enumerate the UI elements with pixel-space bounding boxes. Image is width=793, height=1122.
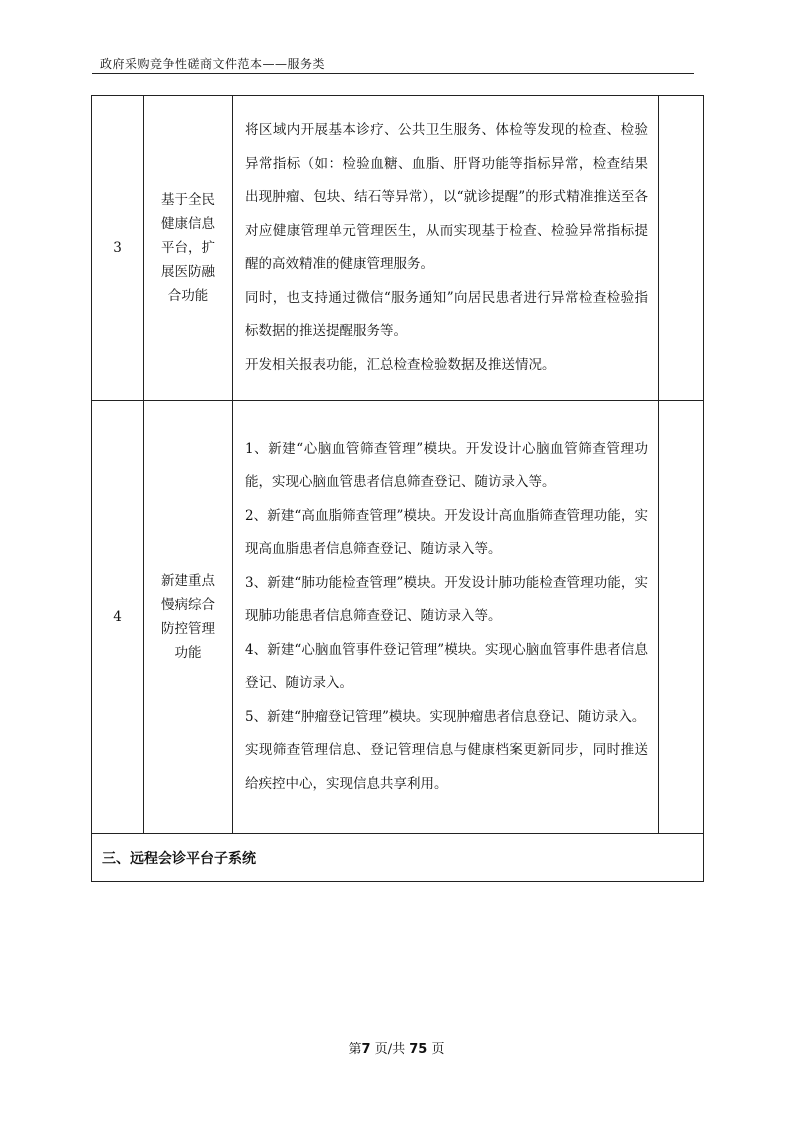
total-pages: 75 bbox=[409, 1042, 428, 1057]
footer-middle: 页/共 bbox=[370, 1042, 410, 1057]
feature-name-line: 基于全民 bbox=[161, 192, 215, 208]
empty-cell bbox=[659, 96, 704, 401]
description-paragraph: 将区域内开展基本诊疗、公共卫生服务、体检等发现的检查、检验异常指标（如：检验血糖、血脂、肝肾功能等指标异常，检查结果出现肿瘤、包块、结石等异常），以“就诊提醒”的形式精准推送至各对应健康管理单元管理医生，从而实现基于检查、检验异常指标提醒的高效精准的健康管理服务。 bbox=[245, 122, 648, 272]
header-rule bbox=[92, 73, 694, 74]
footer-suffix: 页 bbox=[427, 1042, 445, 1057]
current-page: 7 bbox=[361, 1042, 371, 1057]
feature-description bbox=[233, 401, 659, 834]
feature-name-line: 功能 bbox=[174, 645, 202, 661]
section-row bbox=[92, 834, 704, 882]
description-paragraph: 同时，也支持通过微信“服务通知”向居民患者进行异常检查检验指标数据的推送提醒服务等。 bbox=[245, 289, 648, 339]
row-number: 3 bbox=[92, 96, 144, 401]
feature-name-line: 平台，扩 bbox=[161, 240, 215, 256]
feature-description bbox=[233, 96, 659, 401]
description-paragraph: 2、新建“高血脂筛查管理”模块。开发设计高血脂筛查管理功能，实现高血脂患者信息筛查登记、随访录入等。 bbox=[245, 507, 648, 558]
table-row bbox=[92, 96, 704, 401]
feature-name-line: 健康信息 bbox=[161, 216, 215, 232]
description-paragraph: 1、新建“心脑血管筛查管理”模块。开发设计心脑血管筛查管理功能，实现心脑血管患者信息筛查登记、随访录入等。 bbox=[245, 440, 648, 491]
feature-name-line: 展医防融 bbox=[161, 264, 215, 280]
row-number: 4 bbox=[92, 401, 144, 834]
feature-name-line: 新建重点 bbox=[161, 573, 215, 589]
footer-prefix: 第 bbox=[348, 1042, 362, 1057]
table-row bbox=[92, 401, 704, 834]
description-paragraph: 4、新建“心脑血管事件登记管理”模块。实现心脑血管事件患者信息登记、随访录入。 bbox=[245, 641, 648, 692]
page-footer bbox=[0, 1038, 793, 1057]
document-header: 政府采购竞争性磋商文件范本——服务类 bbox=[100, 57, 326, 71]
description-paragraph: 3、新建“肺功能检查管理”模块。开发设计肺功能检查管理功能，实现肺功能患者信息筛查登记、随访录入等。 bbox=[245, 574, 648, 625]
description-paragraph: 5、新建“肿瘤登记管理”模块。实现肿瘤患者信息登记、随访录入。 bbox=[245, 708, 646, 725]
section-title: 三、远程会诊平台子系统 bbox=[92, 834, 704, 882]
feature-name-line: 防控管理 bbox=[161, 621, 215, 637]
feature-name bbox=[144, 401, 233, 834]
empty-cell bbox=[659, 401, 704, 834]
feature-name bbox=[144, 96, 233, 401]
feature-name-line: 慢病综合 bbox=[161, 597, 215, 613]
description-paragraph: 开发相关报表功能，汇总检查检验数据及推送情况。 bbox=[245, 356, 556, 373]
description-paragraph: 实现筛查管理信息、登记管理信息与健康档案更新同步，同时推送给疾控中心，实现信息共享利用。 bbox=[245, 742, 648, 792]
requirements-table bbox=[91, 95, 704, 882]
feature-name-line: 合功能 bbox=[167, 288, 209, 304]
